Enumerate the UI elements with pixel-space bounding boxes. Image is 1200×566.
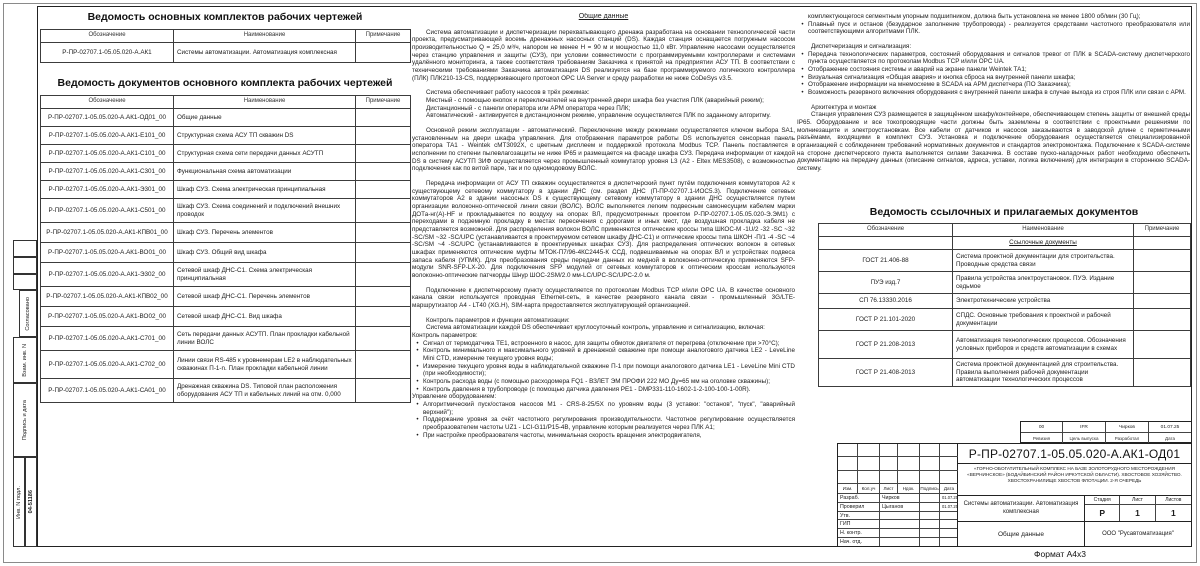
- ref-note: [1134, 309, 1191, 331]
- doc-code: Р-ПР-02707.1-05.05.020-А.АК1-КПВ02_00: [41, 287, 174, 307]
- revision-label: Цель выпуска: [1063, 433, 1106, 444]
- title-block-right: [958, 444, 1191, 546]
- table-row: [41, 43, 411, 63]
- table-row: [41, 243, 411, 263]
- col-koluch: Кол.уч: [858, 484, 880, 494]
- format-label: Формат А4х3: [1034, 549, 1086, 559]
- side-cell-inv: [13, 457, 25, 547]
- list-item-text: • Отображение состояния системы и аварий на экране панели Weintek ТА1;: [808, 66, 1027, 74]
- ref-code: СП 76.13330.2016: [819, 294, 953, 309]
- list-item: [797, 51, 1190, 66]
- table-row: [41, 145, 411, 163]
- inv-number: 04-51186: [28, 490, 34, 514]
- signature-row: [838, 529, 957, 538]
- doc-note: [356, 163, 411, 181]
- doc-name: Функциональная схема автоматизации: [174, 163, 356, 181]
- architecture-heading: Архитектура и монтаж: [811, 103, 877, 111]
- revision-label: Дата: [1165, 436, 1175, 441]
- references-table: [818, 223, 1191, 387]
- signature-row: [838, 512, 957, 521]
- table-row: [819, 294, 1191, 309]
- table-header-row: [41, 30, 411, 43]
- title-block-left: [838, 444, 958, 546]
- ref-note: [1134, 237, 1191, 250]
- role-label: Разраб.: [838, 494, 880, 502]
- company-name: ООО "Русавтоматизация": [1102, 531, 1174, 537]
- revision-empty-rows: [838, 444, 957, 484]
- doc-name: Дренажная скважина DS. Типовой план расположения оборудования АСУ ТП и кабельных линий на отм. 0,000: [174, 379, 356, 403]
- side-empty-cell: [13, 274, 37, 290]
- side-cell-inv-no: [25, 457, 37, 547]
- col-code: Обозначение: [41, 30, 174, 43]
- ref-name: Электротехнические устройства: [953, 294, 1134, 309]
- table-row: [41, 287, 411, 307]
- doc-note: [356, 181, 411, 199]
- documents-table: [40, 95, 411, 403]
- mode-line: Дистанционный - с панели оператора или АРМ оператора через ПЛК;: [426, 104, 631, 112]
- role-label: ГИП: [838, 520, 880, 528]
- revision-value: Чирков: [1106, 422, 1149, 433]
- inv-label: Инв. N подл.: [16, 485, 22, 519]
- list-item: [797, 66, 1190, 74]
- stamp-bottom-row: [958, 522, 1191, 546]
- stamp-middle-row: [958, 496, 1191, 522]
- table-row: [819, 250, 1191, 272]
- list-item: [412, 378, 795, 386]
- revision-value: 00: [1021, 422, 1063, 433]
- table-header-row: [819, 224, 1191, 237]
- doc-name: Структурная схема сети передачи данных АСУТП: [174, 145, 356, 163]
- doc-note: [356, 351, 411, 379]
- doc-note: [356, 307, 411, 327]
- ref-note: [1134, 250, 1191, 272]
- paragraph: Система автоматизации и диспетчеризации перехватывающего дренажа разработана на основании технологической части проекта, предусматривающей восемь дренажных насосных станций (DS). Каждая станция оснащается погружным насосом производительностью Q = 25,0 м³/ч, напором не менее Н = 90 м и мощностью 11,0 кВт. Управление насосами осуществляется через станцию управления и защиты (СУЗ), при условии совместимости с программируемыми контроллерами и системами удалённого мониторинга, а также соответствия требованиям Заказчика к принятой на предприятии АСУ ТП. В соответствии с техническими требованиями Заказчика автоматизация DS реализуется на базе программируемого логического контроллера (ПЛК) ПЛК210-13-CS, поддерживающего протокол OPC UA Server и среду разработки не ниже CoDeSys v3.5.: [412, 28, 795, 82]
- list-item-text: • Контроль давления в трубопроводе (с помощью датчика давления РЕ1 - DMP331-110-1602-1-2-100-100-1-00R).: [423, 385, 751, 393]
- list-item: [412, 416, 795, 431]
- date-cell: 01.07.25: [942, 504, 958, 510]
- signature-rows: [838, 494, 957, 546]
- table-row: [41, 109, 411, 127]
- doc-name: Сетевой шкаф ДНС-С1. Схема электрическая принципиальная: [174, 263, 356, 287]
- col-izm: Изм.: [838, 484, 858, 494]
- list-item-text: • Отображение информации на мнемосхеме в SCADA на АРМ диспетчера (ПО Заказчика);: [808, 81, 1071, 89]
- group-row: [819, 237, 1191, 250]
- col-name: Наименование: [953, 224, 1134, 237]
- doc-note: [356, 223, 411, 243]
- table-row: [41, 327, 411, 351]
- references-section: [818, 206, 1190, 387]
- paragraph: Передача информации от АСУ ТП скважин осуществляется в диспетчерский пункт путём подключения коммутаторов А2 к существующему сетевому коммутатору в здании ДНС (см. раздел ДНС (П-ПР-02707.1-ИОС5.3). Подключение сетевых коммутаторов А2 в здании насосных DS к существующему сетевому коммутатору в здании ДНС осуществляется путем организации волоконно-оптической линии связи (ВОЛС). ВОЛС выполняется легким подвесным самонесущим кабелем марки ДОТа-нг(А)-HF и прокладывается по воздуху на опорах ВЛ, предусмотренных проектом Р-ПР-02707.1-05.05.020-Э.ЭМ1) с переходами в подземную прокладку в местах пересечения с дорогами и иных мест, где воздушная прокладка кабеля не представляется возможной. Для распределения волокон ВОЛС применяются оптические кроссы типа ШКОС-М -1U/2 -32 -SC ~32 -SC/SM ~32 -SC/UPC (устанавливается в проектируемом сетевом шкафу ДНС-С1) и оптические кроссы типа ШКОН -П/1 -4 -SC ~4 -SC/SM ~4 -SC/UPC (устанавливаются в проектируемых шкафах СУЗ). Для распределения оптических волокон в сетевых шкафах применяются оптические муфты МТОК-П7/96-4КС2445-К ССД, подвешиваемые на опорах ВЛ и устройствах подвеса запаса кабеля (УПМК). Для преобразования среды передачи данных из медной в волоконно-оптическую применяются SFP-модули SNR-SFP-LX-20. Для подключения SFP модулей от сетевых коммутаторов к оптическим кроссам используются волоконно-оптические патчкорды Шнур ШОС-2SM/2.0 мм-LC/UPC-SC/UPC-2.0 м.: [412, 179, 795, 280]
- signature-cell: [920, 494, 940, 502]
- doc-name: Шкаф СУЗ. Схема электрическая принципиальная: [174, 181, 356, 199]
- paragraph: Система обеспечивает работу насосов в трёх режимах:: [426, 89, 590, 97]
- table-row: [41, 199, 411, 223]
- doc-name: Сеть передачи данных АСУТП. План прокладки кабельной линии ВОЛС: [174, 327, 356, 351]
- main-sets-title: Ведомость основных комплектов рабочих чертежей: [87, 11, 363, 23]
- table-row: [41, 351, 411, 379]
- sheet-value: 1: [1120, 505, 1155, 521]
- doc-code: Р-ПР-02707.1-05.05.020-А.АК1-С702_00: [41, 351, 174, 379]
- doc-code: Р-ПР-02707.1-05.05.020-А.АК1-С301_00: [41, 163, 174, 181]
- table-row: [819, 309, 1191, 331]
- doc-code: Р-ПР-02707.1-05.05.020-А.АК1-Э301_00: [41, 181, 174, 199]
- doc-name: Линии связи RS-485 к уровнемерам LE2 в наблюдательных скважинах П-1-n. План прокладки кабельной линии: [174, 351, 356, 379]
- set-name: Системы автоматизации. Автоматизация комплексная: [174, 43, 356, 63]
- signature-row: [838, 503, 957, 512]
- doc-name: Общие данные: [174, 109, 356, 127]
- document-subject: Системы автоматизации. Автоматизация комплексная: [958, 496, 1085, 521]
- col-podpis: Подпись: [920, 484, 940, 494]
- list-item: [412, 432, 795, 440]
- person-name: [880, 512, 920, 520]
- stage-list-block: [1085, 496, 1191, 521]
- person-name: [880, 520, 920, 528]
- person-name: Чирков: [880, 494, 920, 502]
- params-heading: Контроль параметров:: [412, 332, 478, 340]
- documents-title: Ведомость документов основного комплекта рабочих чертежей: [57, 77, 393, 89]
- ref-note: [1134, 331, 1191, 359]
- paragraph: Подключение к диспетчерскому пункту осуществляется по протоколам Modbus TCP и/или OPC UA. В качестве основного канала связи используется проводная Ethernet-сеть, в качестве резервного канала связи - промышленный 3G/LTE-маршрутизатор А4 - LT40 (XG.H), SIM-карта предоставляется эксплуатирующей организацией.: [412, 286, 795, 310]
- table-row: [819, 331, 1191, 359]
- ref-name: Система проектной документацией для строительства. Правила выполнения рабочей документации автоматизации технологических процессов: [953, 359, 1134, 387]
- person-name: Цыганов: [880, 503, 920, 511]
- ref-code: [819, 237, 953, 250]
- signature-row: [838, 520, 957, 529]
- list-item-text: • Алгоритмический пуск/останов насосов М1 - CRS-8-25/5X по уровням воды (3 уставки: "останов", "пуск", "аварийный верхний");: [423, 401, 795, 416]
- signature-row: [838, 494, 957, 503]
- person-name: [880, 538, 920, 546]
- dispatch-heading: Диспетчеризация и сигнализация:: [811, 43, 912, 51]
- list-item-text: • Визуальная сигнализация «Общая авария» и кнопка сброса на внутренней панели шкафа;: [808, 73, 1076, 81]
- side-cell-agreed: [19, 290, 37, 337]
- ref-name: СПДС. Основные требования к проектной и рабочей документации: [953, 309, 1134, 331]
- stage-list-header: [1085, 496, 1191, 505]
- table-header-row: [41, 96, 411, 109]
- col-name: Наименование: [174, 96, 356, 109]
- col-ndok: Ндок.: [898, 484, 920, 494]
- right-text-column: [797, 13, 1190, 205]
- list-item-text: • Измерение текущего уровня воды в наблюдательной скважине П-1 при помощи аналогового датчика LE1 - LeveLine Mini CTD (при необходимости);: [423, 362, 795, 378]
- list-item-text: • Сигнал от термодатчика ТЕ1, встроенного в насос, для защиты обмоток двигателя от перегрева (отключение при >70°С);: [423, 339, 780, 347]
- signature-cell: [920, 512, 940, 520]
- list-item-text: • При настройке преобразователя частоты, минимальная скорость вращения электродвигателя,: [423, 431, 702, 439]
- list-item-text: • Контроль расхода воды (с помощью расходомера FQ1 - ВЗЛЕТ ЭМ ПРОФИ 222 МО Ду=65 мм на оголовке скважины);: [423, 378, 771, 386]
- doc-code: Р-ПР-02707.1-05.05.020-А.АК1-С101_00: [41, 145, 174, 163]
- sheets-value: 1: [1170, 508, 1176, 518]
- doc-code: Р-ПР-02707.1-05.05.020-А.АК1-СА01_00: [41, 379, 174, 403]
- table-row: [819, 359, 1191, 387]
- date-cell: [940, 538, 958, 546]
- doc-name: Сетевой шкаф ДНС-С1. Вид шкафа: [174, 307, 356, 327]
- col-note: Примечание: [356, 96, 411, 109]
- side-cell-vzam: [13, 337, 37, 383]
- stamp-columns-header: [838, 484, 957, 494]
- doc-name: Шкаф СУЗ. Перечень элементов: [174, 223, 356, 243]
- table-row: [819, 272, 1191, 294]
- list-item-text: • Плавный пуск и останов (безударное заполнение трубопровода) - реализуется средствами частотного преобразователя или соответствующими алгоритмами ПЛК.: [808, 20, 1190, 36]
- doc-note: [356, 127, 411, 145]
- signature-row: [838, 538, 957, 546]
- role-label: Нач. отд.: [838, 538, 880, 546]
- revision-value: 01.07.25: [1149, 422, 1191, 433]
- doc-code: Р-ПР-02707.1-05.05.020-А.АК1-С701_00: [41, 327, 174, 351]
- role-label: Утв.: [838, 512, 880, 520]
- sheets-label: Листов: [1156, 496, 1191, 505]
- date-cell: [940, 512, 958, 520]
- doc-code: Р-ПР-02707.1-05.05.020-А.АК1-Е101_00: [41, 127, 174, 145]
- ref-note: [1134, 294, 1191, 309]
- date-cell: [940, 520, 958, 528]
- document-number: Р-ПР-02707.1-05.05.020-А.АК1-ОД01: [958, 444, 1191, 464]
- set-note: [356, 43, 411, 63]
- list-item-text: • Возможность резервного включения оборудования с внутренней панели шкафа в случае выхода из строя ПЛК или связи с АРМ.: [808, 89, 1186, 97]
- doc-code: Р-ПР-02707.1-05.05.020-А.АК1-ВО02_00: [41, 307, 174, 327]
- doc-note: [356, 199, 411, 223]
- list-item: [412, 347, 795, 362]
- signature-cell: [920, 529, 940, 537]
- revision-table: [1020, 421, 1192, 443]
- sheet-label: Лист: [1120, 496, 1155, 505]
- title-block: [837, 443, 1192, 547]
- side-cell-signdate: [13, 383, 37, 457]
- date-cell: 01.07.25: [942, 495, 958, 501]
- person-name: [880, 529, 920, 537]
- stage-label: Стадия: [1085, 496, 1120, 505]
- table-row: [41, 307, 411, 327]
- role-label: Проверил: [838, 503, 880, 511]
- col-note: Примечание: [1134, 224, 1191, 237]
- signature-cell: [920, 503, 940, 511]
- list-item: [412, 363, 795, 378]
- table-row: [41, 379, 411, 403]
- revision-value: IFR: [1063, 422, 1106, 433]
- col-code: Обозначение: [819, 224, 953, 237]
- list-item-text: • Поддержание уровня за счёт частотного регулирования производительности. Частотное регулирование осуществляется преобразователем частоты UZ1 - LCI-G11/P15-4В, управление которым реализуется через ПЛК А1;: [423, 416, 795, 432]
- doc-note: [356, 263, 411, 287]
- doc-name: Сетевой шкаф ДНС-С1. Перечень элементов: [174, 287, 356, 307]
- ref-name: Система проектной документации для строительства. Проводные средства связи: [953, 250, 1134, 272]
- ref-code: ГОСТ 21.406-88: [819, 250, 953, 272]
- ref-code: ГОСТ Р 21.408-2013: [819, 359, 953, 387]
- doc-code: Р-ПР-02707.1-05.05.020-А.АК1-Э302_00: [41, 263, 174, 287]
- ref-code: ГОСТ Р 21.101-2020: [819, 309, 953, 331]
- doc-code: Р-ПР-02707.1-05.05.020-А.АК1-С501_00: [41, 199, 174, 223]
- references-title: Ведомость ссылочных и прилагаемых документов: [869, 206, 1139, 218]
- side-empty-cell: [13, 257, 37, 274]
- list-item-text: • Контроль минимального и максимального уровней в дренажной скважине при помощи аналогового датчика LE2 - LeveLine Mini CTD, измерение текущего уровня воды;: [423, 347, 795, 363]
- stage-list-values: [1085, 505, 1191, 521]
- group-label: Ссылочные документы: [953, 237, 1134, 250]
- doc-name: Шкаф СУЗ. Схема соединений и подключений внешних проводок: [174, 199, 356, 223]
- mgmt-heading: Управление оборудованием:: [412, 393, 497, 401]
- doc-note: [356, 243, 411, 263]
- list-item: [412, 401, 795, 416]
- table-row: [41, 181, 411, 199]
- vzam-label: Взам. инв. N: [22, 343, 28, 377]
- table-row: [41, 163, 411, 181]
- sheet-title: Общие данные: [958, 522, 1085, 546]
- revision-label: Ревизия: [1021, 433, 1063, 444]
- continuation-line: комплектующегося сегментным упорным подшипником, должна быть установлена не менее 1800 об/мин (30 Гц);: [808, 13, 1141, 20]
- paragraph: Система автоматизации каждой DS обеспечивает круглосуточный контроль, управление и сигнализацию, включая:: [426, 324, 765, 332]
- stage-value: Р: [1085, 505, 1120, 521]
- side-empty-cell: [13, 240, 37, 257]
- doc-name: Структурная схема АСУ ТП скважин DS: [174, 127, 356, 145]
- table-row: [41, 263, 411, 287]
- general-data-column: [412, 13, 795, 543]
- col-list: Лист: [880, 484, 898, 494]
- doc-note: [356, 379, 411, 403]
- ref-note: [1134, 359, 1191, 387]
- list-item: [797, 89, 1190, 97]
- ref-name: Автоматизация технологических процессов. Обозначения условных приборов и средств автоматизации в схемах: [953, 331, 1134, 359]
- list-item: [797, 81, 1190, 89]
- signature-cell: [920, 520, 940, 528]
- ref-code: ГОСТ Р 21.208-2013: [819, 331, 953, 359]
- role-label: Н. контр.: [838, 529, 880, 537]
- table-row: [41, 223, 411, 243]
- table-row: [41, 127, 411, 145]
- doc-note: [356, 109, 411, 127]
- doc-name: Шкаф СУЗ. Общий вид шкафа: [174, 243, 356, 263]
- set-code: Р-ПР-02707.1-05.05.020-А.АК1: [41, 43, 174, 63]
- doc-code: Р-ПР-02707.1-05.05.020-А.АК1-ОД01_00: [41, 109, 174, 127]
- architecture-text: Станция управления СУЗ размещается в защищённом шкафу/контейнере, обеспечивающем степень защиты от внешней среды IP65. Оборудование и все токопроводящие части должны быть заземлены в соответствии с проектными решениями по молниезащите и электроустановкам. Все кабели от датчиков и насосов заказываются в заводской длине с герметичными разъёмами, входящими в комплект СУЗ. Установка и подключение оборудования осуществляется специализированной организацией с соблюдением требований нормативных документов и стандартов электромонтажа. Подключение к SCADA-системе на стороне диспетчерского пункта выполняется силами Заказчика. В составе пуско-наладочных работ необходимо обеспечить документацию на передачу данных (описание сигналов, адреса, уставки, логика включения) для интеграции в стороннюю SCADA-систему.: [797, 111, 1190, 173]
- list-item-text: • Передача технологических параметров, состояний оборудования и сигналов тревог от ПЛК в SCADA-систему диспетчерского пункта осуществляется по протоколам Modbus TCP и/или OPC UA.: [808, 50, 1190, 66]
- col-code: Обозначение: [41, 96, 174, 109]
- revision-label: Разработал: [1106, 433, 1149, 444]
- col-data: Дата: [940, 484, 958, 494]
- mode-line: Автоматический - активируется в дистанционном режиме, управление осуществляется ПЛК по заданному алгоритму.: [426, 112, 771, 120]
- general-data-heading: Общие данные: [578, 13, 629, 20]
- control-heading: Контроль параметров и функции автоматизации:: [426, 316, 570, 324]
- ref-code: ПУЭ изд.7: [819, 272, 953, 294]
- list-item: [797, 21, 1190, 36]
- ref-name: Правила устройства электроустановок. ПУЭ. Издание седьмое: [953, 272, 1134, 294]
- project-name: «ГОРНО-ОБОГАТИТЕЛЬНЫЙ КОМПЛЕКС НА БАЗЕ ЗОЛОТОРУДНОГО МЕСТОРОЖДЕНИЯ «ВЕРНИНСКОЕ» (БОДАЙБИНСКИЙ РАЙОН ИРКУТСКОЙ ОБЛАСТИ). ХВОСТОВОЕ ХОЗЯЙСТВО. ХВОСТОХРАНИЛИЩЕ ХВОСТОВ ФЛОТАЦИИ. 2-Я ОЧЕРЕДЬ: [958, 464, 1191, 496]
- signature-cell: [920, 538, 940, 546]
- date-cell: [940, 529, 958, 537]
- doc-code: Р-ПР-02707.1-05.05.020-А.АК1-ВО01_00: [41, 243, 174, 263]
- ref-note: [1134, 272, 1191, 294]
- doc-note: [356, 145, 411, 163]
- signdate-label: Подпись и дата: [22, 399, 28, 441]
- doc-note: [356, 287, 411, 307]
- col-name: Наименование: [174, 30, 356, 43]
- col-note: Примечание: [356, 30, 411, 43]
- agreed-label: Согласовано: [25, 296, 31, 331]
- doc-code: Р-ПР-02707.1-05.05.020-А.АК1-КПВ01_00: [41, 223, 174, 243]
- mode-line: Местный - с помощью кнопок и переключателей на внутренней двери шкафа без участия ПЛК (аварийный режим);: [426, 96, 764, 104]
- doc-note: [356, 327, 411, 351]
- main-sets-table: [40, 29, 411, 63]
- paragraph: Основной режим эксплуатации - автоматический. Переключение между режимами осуществляется ключом выбора SA1, установленным на двери шкафа управления. Для отображения параметров работы DS используется сенсорная панель оператора ТА1 - Weintek cMT3092X, с цветным дисплеем и поддержкой протокола Modbus TCP. Панель поставляется в исполнении по степени пылевлагозащиты не ниже IP65 и размещается на фасаде шкафа СУЗ. Передача информации от каждой DS в систему АСУТП ЗИФ осуществляется через промышленный коммутатор уровня L3 (А2 - Eltex MES3508), с возможностью подключения как по витой паре, так и по одномодовому ВОЛС.: [412, 126, 795, 173]
